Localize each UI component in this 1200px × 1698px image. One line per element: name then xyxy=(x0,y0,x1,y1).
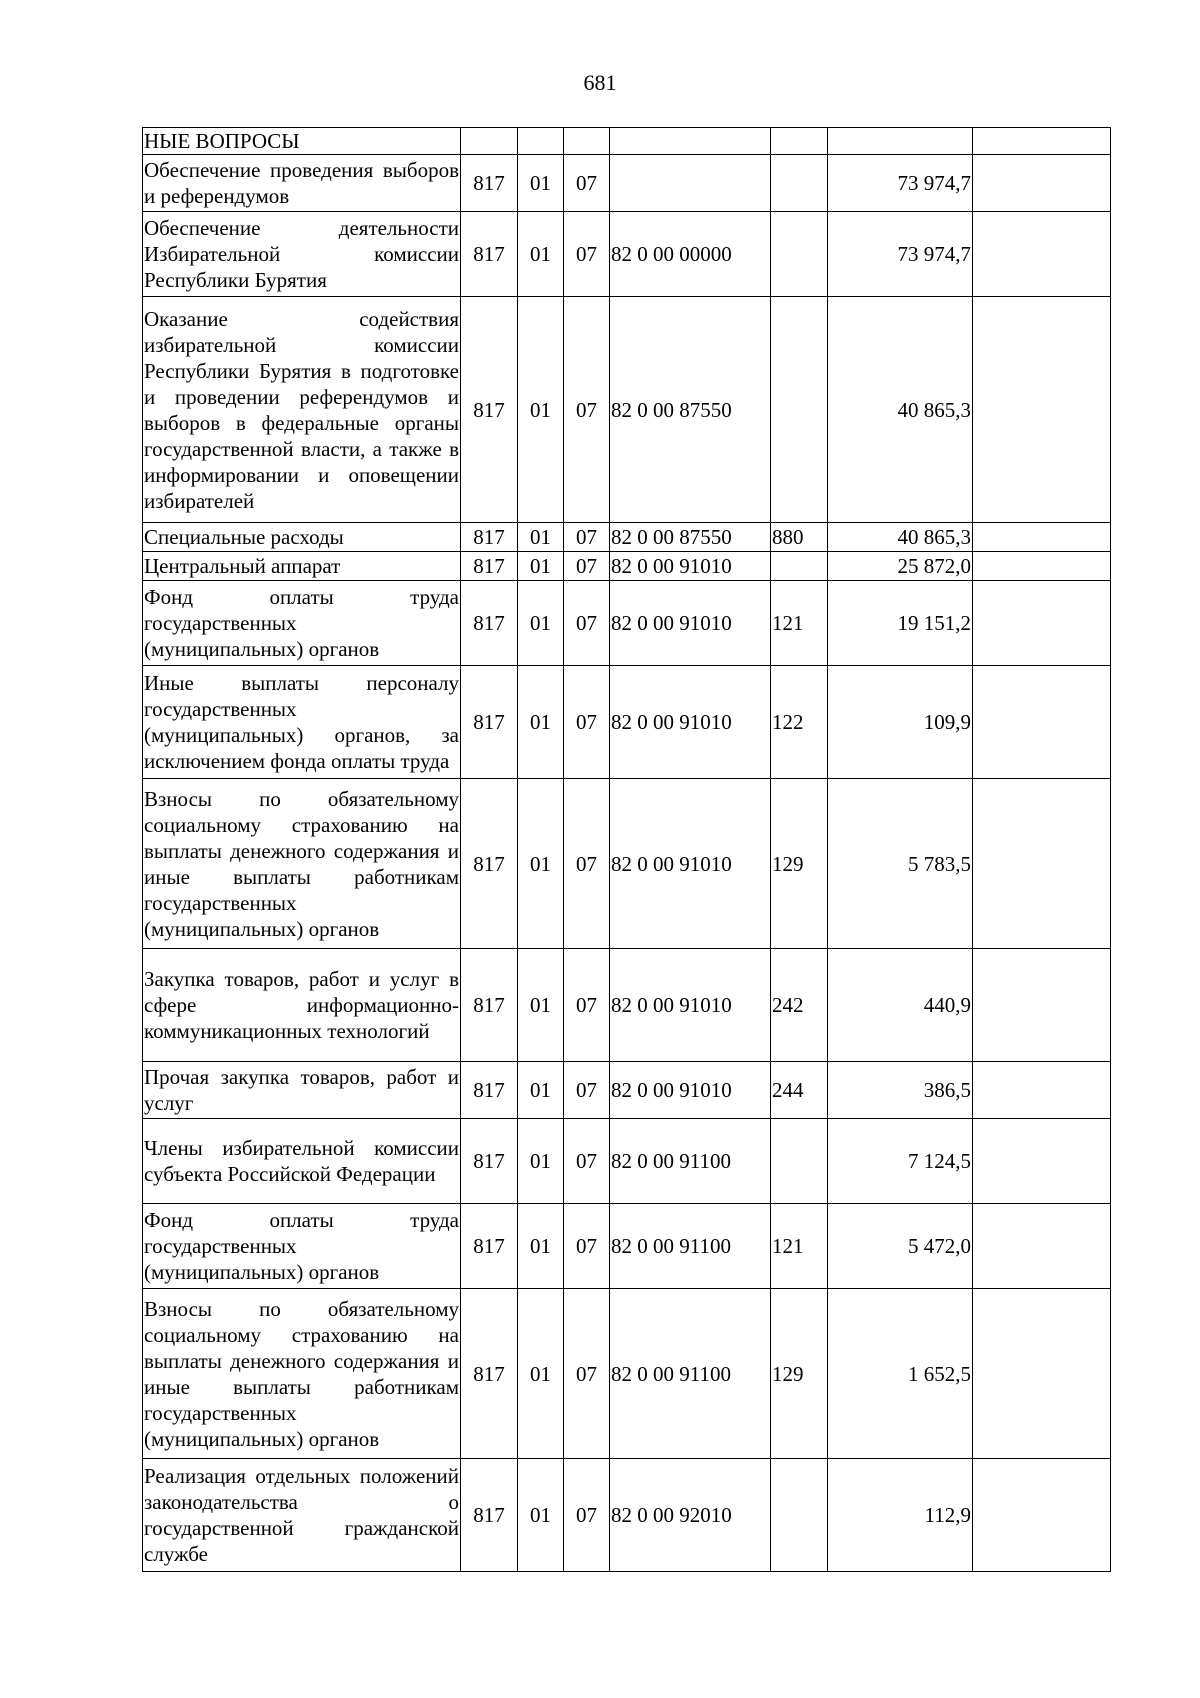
row-name-cell: Реализация отдельных положений законодательства о государственной гражданской службе xyxy=(143,1459,461,1572)
ministry-code-cell: 817 xyxy=(461,155,518,212)
target-article-cell: 82 0 00 91010 xyxy=(610,1062,771,1119)
table-row xyxy=(143,1289,1111,1459)
extra-cell xyxy=(973,1289,1111,1459)
row-name-cell: Прочая закупка товаров, работ и услуг xyxy=(143,1062,461,1119)
ministry-code-cell: 817 xyxy=(461,212,518,297)
expense-type-cell: 129 xyxy=(771,779,828,949)
target-article-cell: 82 0 00 91010 xyxy=(610,666,771,779)
target-article-cell: 82 0 00 91100 xyxy=(610,1119,771,1204)
section-code-cell: 01 xyxy=(518,1459,564,1572)
row-name-cell: Оказание содействия избирательной комиссии Республики Бурятия в подготовке и проведении референдумов и выборов в федеральные органы государственной власти, а также в информировании и оповещении избирателей xyxy=(143,297,461,523)
amount-cell: 5 783,5 xyxy=(828,779,973,949)
section-code-cell xyxy=(518,128,564,155)
ministry-code-cell: 817 xyxy=(461,1119,518,1204)
extra-cell xyxy=(973,666,1111,779)
target-article-cell: 82 0 00 91010 xyxy=(610,949,771,1062)
table-row xyxy=(143,779,1111,949)
row-name-cell: Центральный аппарат xyxy=(143,552,461,581)
table-row xyxy=(143,1204,1111,1289)
row-name-cell: Взносы по обязательному социальному страхованию на выплаты денежного содержания и иные выплаты работникам государственных (муниципальных) органов xyxy=(143,1289,461,1459)
subsection-code-cell: 07 xyxy=(564,212,610,297)
target-article-cell xyxy=(610,155,771,212)
subsection-code-cell: 07 xyxy=(564,581,610,666)
section-code-cell: 01 xyxy=(518,297,564,523)
table-row xyxy=(143,666,1111,779)
amount-cell: 25 872,0 xyxy=(828,552,973,581)
target-article-cell: 82 0 00 92010 xyxy=(610,1459,771,1572)
ministry-code-cell: 817 xyxy=(461,949,518,1062)
expense-type-cell xyxy=(771,1119,828,1204)
extra-cell xyxy=(973,128,1111,155)
section-code-cell: 01 xyxy=(518,212,564,297)
ministry-code-cell: 817 xyxy=(461,1459,518,1572)
section-code-cell: 01 xyxy=(518,779,564,949)
extra-cell xyxy=(973,552,1111,581)
page-number: 681 xyxy=(583,70,617,95)
subsection-code-cell: 07 xyxy=(564,1204,610,1289)
row-name-cell: Члены избирательной комиссии субъекта Российской Федерации xyxy=(143,1119,461,1204)
expense-type-cell: 880 xyxy=(771,523,828,552)
subsection-code-cell xyxy=(564,128,610,155)
amount-cell: 440,9 xyxy=(828,949,973,1062)
extra-cell xyxy=(973,523,1111,552)
expense-type-cell xyxy=(771,552,828,581)
section-code-cell: 01 xyxy=(518,552,564,581)
table-row xyxy=(143,949,1111,1062)
subsection-code-cell: 07 xyxy=(564,552,610,581)
section-code-cell: 01 xyxy=(518,523,564,552)
amount-cell xyxy=(828,128,973,155)
target-article-cell: 82 0 00 87550 xyxy=(610,297,771,523)
section-code-cell: 01 xyxy=(518,1119,564,1204)
ministry-code-cell: 817 xyxy=(461,297,518,523)
table-row xyxy=(143,581,1111,666)
expense-type-cell xyxy=(771,1459,828,1572)
table-row xyxy=(143,523,1111,552)
amount-cell: 73 974,7 xyxy=(828,155,973,212)
target-article-cell: 82 0 00 91100 xyxy=(610,1204,771,1289)
table-row xyxy=(143,1459,1111,1572)
expense-type-cell: 121 xyxy=(771,581,828,666)
subsection-code-cell: 07 xyxy=(564,155,610,212)
extra-cell xyxy=(973,1119,1111,1204)
section-code-cell: 01 xyxy=(518,666,564,779)
row-name-cell: Фонд оплаты труда государственных (муниципальных) органов xyxy=(143,1204,461,1289)
table-row xyxy=(143,212,1111,297)
subsection-code-cell: 07 xyxy=(564,1289,610,1459)
ministry-code-cell: 817 xyxy=(461,1289,518,1459)
table-row xyxy=(143,155,1111,212)
ministry-code-cell: 817 xyxy=(461,523,518,552)
amount-cell: 1 652,5 xyxy=(828,1289,973,1459)
table-row xyxy=(143,297,1111,523)
amount-cell: 19 151,2 xyxy=(828,581,973,666)
amount-cell: 5 472,0 xyxy=(828,1204,973,1289)
amount-cell: 73 974,7 xyxy=(828,212,973,297)
target-article-cell: 82 0 00 91010 xyxy=(610,779,771,949)
ministry-code-cell: 817 xyxy=(461,581,518,666)
table-row xyxy=(143,128,1111,155)
amount-cell: 7 124,5 xyxy=(828,1119,973,1204)
expense-type-cell: 121 xyxy=(771,1204,828,1289)
ministry-code-cell: 817 xyxy=(461,779,518,949)
expense-type-cell: 244 xyxy=(771,1062,828,1119)
table-row xyxy=(143,552,1111,581)
ministry-code-cell xyxy=(461,128,518,155)
section-code-cell: 01 xyxy=(518,1062,564,1119)
subsection-code-cell: 07 xyxy=(564,297,610,523)
row-name-cell: Специальные расходы xyxy=(143,523,461,552)
subsection-code-cell: 07 xyxy=(564,666,610,779)
section-code-cell: 01 xyxy=(518,1204,564,1289)
extra-cell xyxy=(973,949,1111,1062)
subsection-code-cell: 07 xyxy=(564,949,610,1062)
extra-cell xyxy=(973,779,1111,949)
ministry-code-cell: 817 xyxy=(461,1204,518,1289)
target-article-cell xyxy=(610,128,771,155)
expense-type-cell xyxy=(771,297,828,523)
row-name-cell: Взносы по обязательному социальному страхованию на выплаты денежного содержания и иные выплаты работникам государственных (муниципальных) органов xyxy=(143,779,461,949)
expense-type-cell: 122 xyxy=(771,666,828,779)
subsection-code-cell: 07 xyxy=(564,1459,610,1572)
extra-cell xyxy=(973,1204,1111,1289)
row-name-cell: Закупка товаров, работ и услуг в сфере информационно-коммуникационных технологий xyxy=(143,949,461,1062)
row-name-cell: Фонд оплаты труда государственных (муниципальных) органов xyxy=(143,581,461,666)
section-code-cell: 01 xyxy=(518,1289,564,1459)
subsection-code-cell: 07 xyxy=(564,779,610,949)
subsection-code-cell: 07 xyxy=(564,1119,610,1204)
target-article-cell: 82 0 00 91010 xyxy=(610,552,771,581)
extra-cell xyxy=(973,212,1111,297)
amount-cell: 40 865,3 xyxy=(828,297,973,523)
expense-type-cell: 242 xyxy=(771,949,828,1062)
amount-cell: 109,9 xyxy=(828,666,973,779)
table-row xyxy=(143,1119,1111,1204)
table-row xyxy=(143,1062,1111,1119)
row-name-cell: Обеспечение проведения выборов и референдумов xyxy=(143,155,461,212)
target-article-cell: 82 0 00 00000 xyxy=(610,212,771,297)
ministry-code-cell: 817 xyxy=(461,552,518,581)
target-article-cell: 82 0 00 87550 xyxy=(610,523,771,552)
expense-type-cell xyxy=(771,212,828,297)
extra-cell xyxy=(973,297,1111,523)
extra-cell xyxy=(973,581,1111,666)
extra-cell xyxy=(973,155,1111,212)
subsection-code-cell: 07 xyxy=(564,1062,610,1119)
extra-cell xyxy=(973,1062,1111,1119)
amount-cell: 112,9 xyxy=(828,1459,973,1572)
extra-cell xyxy=(973,1459,1111,1572)
amount-cell: 40 865,3 xyxy=(828,523,973,552)
row-name-cell: Иные выплаты персоналу государственных (муниципальных) органов, за исключением фонда оплаты труда xyxy=(143,666,461,779)
ministry-code-cell: 817 xyxy=(461,666,518,779)
budget-table-body xyxy=(143,128,1111,1572)
expense-type-cell xyxy=(771,155,828,212)
expense-type-cell xyxy=(771,128,828,155)
expense-type-cell: 129 xyxy=(771,1289,828,1459)
subsection-code-cell: 07 xyxy=(564,523,610,552)
section-code-cell: 01 xyxy=(518,581,564,666)
target-article-cell: 82 0 00 91100 xyxy=(610,1289,771,1459)
target-article-cell: 82 0 00 91010 xyxy=(610,581,771,666)
row-name-cell: НЫЕ ВОПРОСЫ xyxy=(143,128,461,155)
amount-cell: 386,5 xyxy=(828,1062,973,1119)
ministry-code-cell: 817 xyxy=(461,1062,518,1119)
row-name-cell: Обеспечение деятельности Избирательной комиссии Республики Бурятия xyxy=(143,212,461,297)
budget-table xyxy=(142,127,1111,1572)
section-code-cell: 01 xyxy=(518,949,564,1062)
section-code-cell: 01 xyxy=(518,155,564,212)
